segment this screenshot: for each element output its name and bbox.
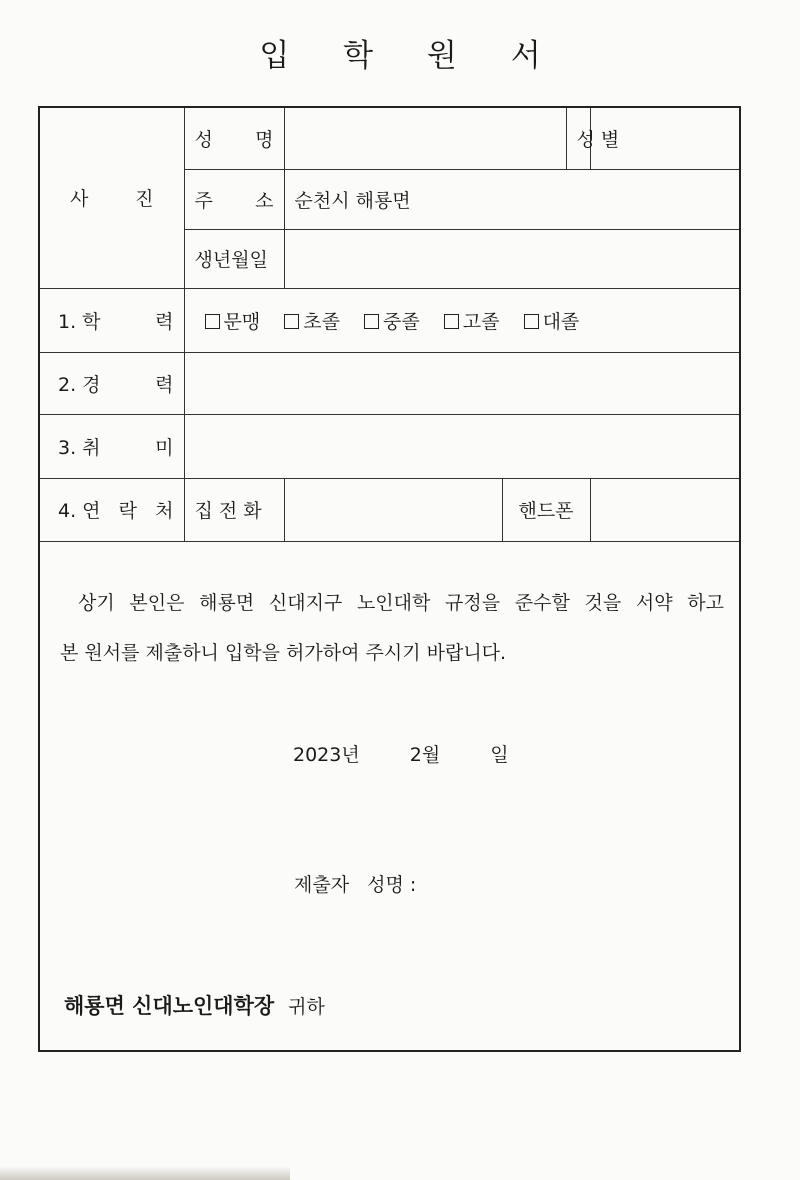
birthdate-label: 생년월일 [184,229,284,288]
address-field[interactable]: 순천시 해룡면 [284,169,739,229]
scan-shadow [0,1166,290,1180]
education-label: 1. 학 력 [40,288,184,352]
checkbox-icon [284,314,299,329]
form-table [40,108,739,542]
birthdate-field[interactable] [284,229,739,288]
date-month: 2월 [409,744,441,766]
checkbox-icon [444,314,459,329]
hobby-field[interactable] [184,414,739,478]
pledge-statement [60,578,724,678]
pledge-line-2: 본 원서를 제출하니 입학을 허가하여 주시기 바랍니다. [60,642,507,664]
mobile-label: 핸드폰 [502,478,590,541]
document-title: 입 학 원 서 [259,38,563,74]
checkbox-elementary[interactable]: 초졸 [284,307,340,334]
checkbox-muneng[interactable]: 문맹 [205,307,261,334]
submission-date [293,740,509,767]
photo-cell: 사 진 [40,108,184,288]
name-label: 성 명 [184,108,284,169]
address-label: 주 소 [184,169,284,229]
date-year: 2023년 [293,744,360,766]
hobby-label: 3. 취 미 [40,414,184,478]
career-label: 2. 경 력 [40,352,184,414]
mobile-field[interactable] [590,478,739,541]
date-day: 일 [490,744,509,766]
addressee [64,990,325,1020]
pledge-line-1: 상기 본인은 해룡면 신대지구 노인대학 규정을 준수할 것을 서약 하고 [78,592,724,614]
checkbox-high[interactable]: 고졸 [444,307,500,334]
career-field[interactable] [184,352,739,414]
education-options [184,288,739,352]
checkbox-icon [524,314,539,329]
name-field[interactable] [284,108,566,169]
addressee-honorific: 귀하 [288,996,325,1018]
home-phone-label: 집 전 화 [184,478,284,541]
checkbox-college[interactable]: 대졸 [524,307,580,334]
checkbox-middle[interactable]: 중졸 [364,307,420,334]
gender-label: 성 별 [566,108,590,169]
application-form [38,106,741,1052]
addressee-org: 해룡면 신대노인대학장 [64,994,275,1018]
contact-label: 4. 연 락 처 [40,478,184,541]
submitter-signature: 제출자 성명 : [294,874,417,896]
checkbox-icon [364,314,379,329]
home-phone-field[interactable] [284,478,502,541]
checkbox-icon [205,314,220,329]
